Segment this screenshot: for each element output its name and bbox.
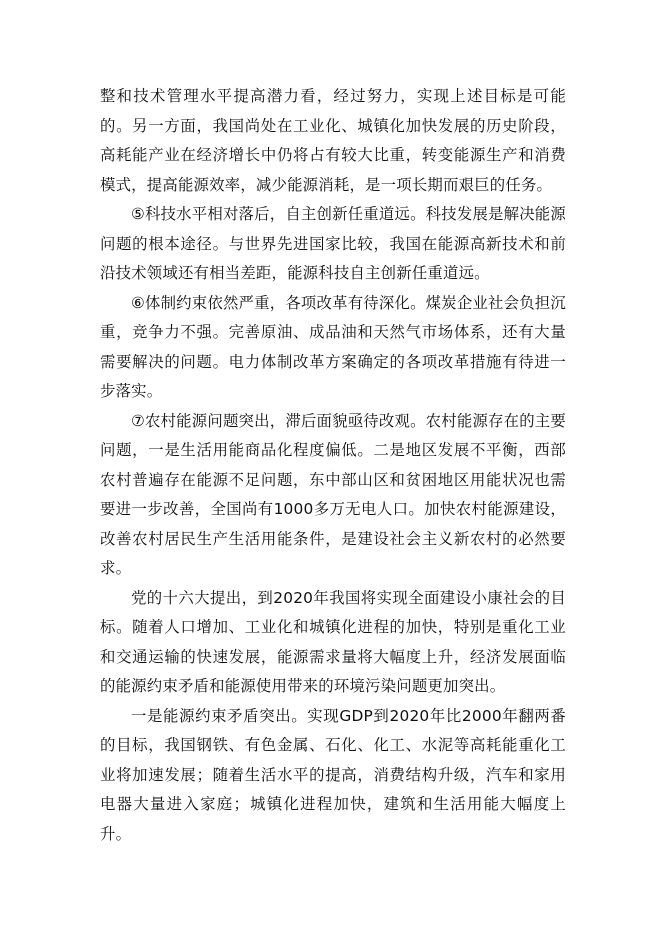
paragraph-sixteenth-congress: 党的十六大提出，到2020年我国将实现全面建设小康社会的目标。随着人口增加、工业化和城镇化进程的加快，特别是重化工业和交通运输的快速发展，能源需求量将大幅度上升，经济发展面临的能源约束矛盾和能源使用带来的环境污染问题更加突出。 [100, 588, 566, 695]
paragraph-item-5: ⑤科技水平相对落后，自主创新任重道远。科技发展是解决能源问题的根本途径。与世界先进国家比较，我国在能源高新技术和前沿技术领域还有相当差距，能源科技自主创新任重道远。 [100, 205, 566, 282]
paragraph-constraint-1: 一是能源约束矛盾突出。实现GDP到2020年比2000年翻两番的目标，我国钢铁、有色金属、石化、化工、水泥等高耗能重化工业将加速发展；随着生活水平的提高，消费结构升级，汽车和家用电器大量进入家庭；城镇化进程加快，建筑和生活用能大幅度上升。 [100, 706, 566, 843]
paragraph-item-6: ⑥体制约束依然严重，各项改革有待深化。煤炭企业社会负担沉重，竞争力不强。完善原油、成品油和天然气市场体系，还有大量需要解决的问题。电力体制改革方案确定的各项改革措施有待进一步落实。 [100, 293, 566, 400]
paragraph-continuation: 整和技术管理水平提高潜力看，经过努力，实现上述目标是可能的。另一方面，我国尚处在工业化、城镇化加快发展的历史阶段，高耗能产业在经济增长中仍将占有较大比重，转变能源生产和消费模式，提高能源效率，减少能源消耗，是一项长期而艰巨的任务。 [100, 87, 566, 194]
paragraph-item-7: ⑦农村能源问题突出，滞后面貌亟待改观。农村能源存在的主要问题，一是生活用能商品化程度偏低。二是地区发展不平衡，西部农村普遍存在能源不足问题，东中部山区和贫困地区用能状况也需要进一步改善，全国尚有1000多万无电人口。加快农村能源建设，改善农村居民生产生活用能条件，是建设社会主义新农村的必然要求。 [100, 411, 566, 577]
document-body [100, 82, 566, 849]
